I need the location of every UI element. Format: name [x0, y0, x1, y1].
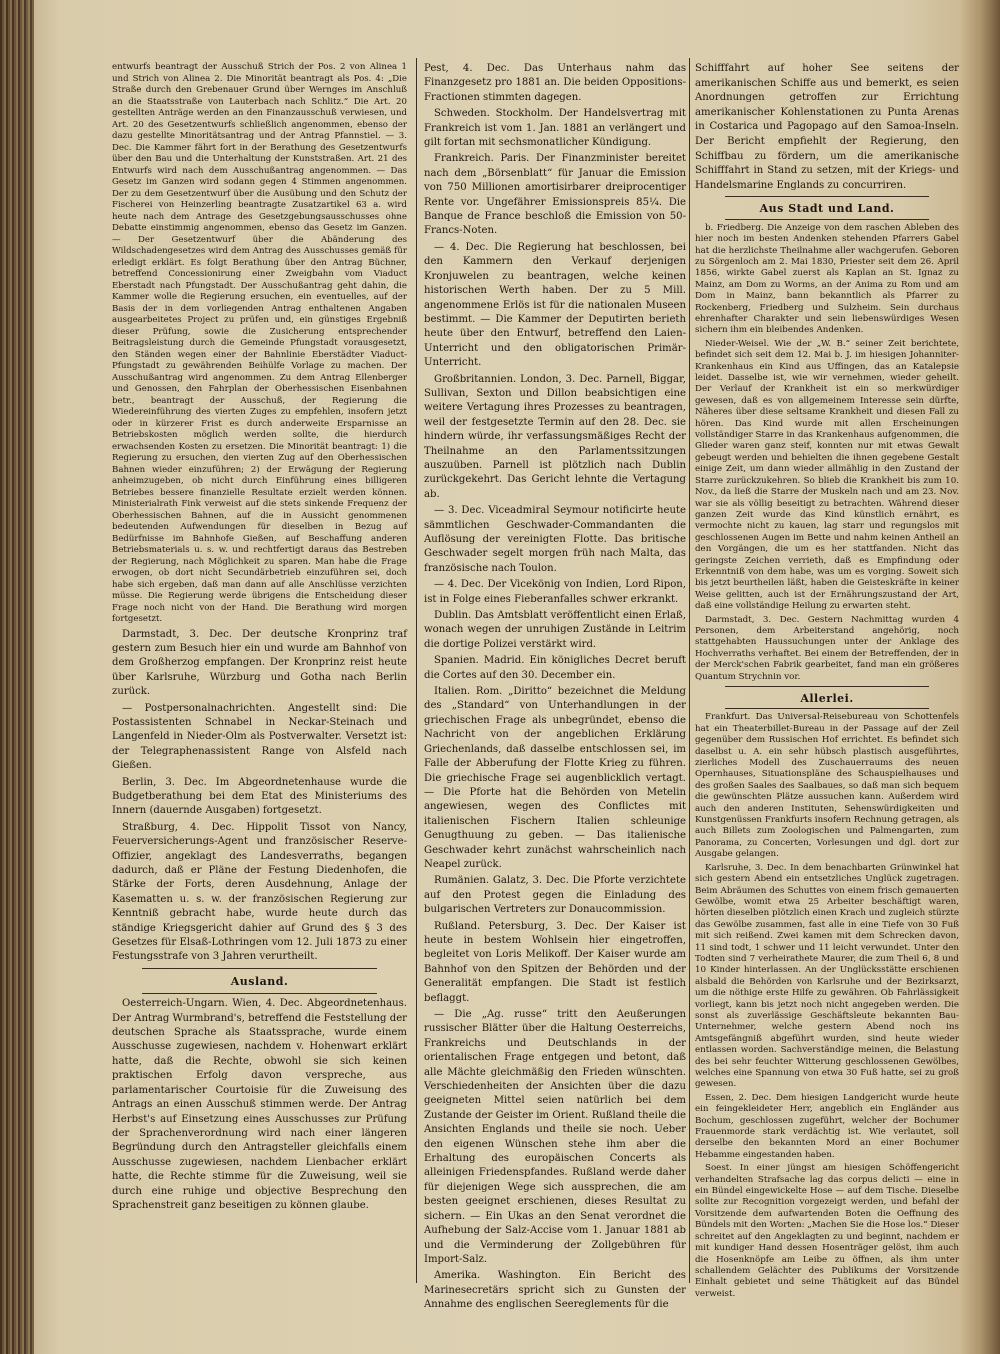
page-edge [978, 0, 1000, 1354]
article-paragraph: Rumänien. Galatz, 3. Dec. Die Pforte verzichtete auf den Protest gegen die Einladung des bulgarischen Vertreters zur Donaucommission. [424, 875, 686, 916]
section-heading-ausland: Ausland. [230, 974, 289, 988]
section-heading-stadt-und-land: Aus Stadt und Land. [759, 202, 895, 216]
article-paragraph: Darmstadt, 3. Dec. Gestern Nachmittag wurden 4 Personen, dem Arbeiterstand angehörig, noch stattgehabten Haussuchungen unter der Anklage des Hochverraths verhaftet. Bei einem der Betreffenden, der in der Merck'schen Fabrik gearbeitet, fand man ein größeres Quantum Strychnin vor. [695, 614, 959, 682]
article-paragraph: Amerika. Washington. Ein Bericht des Marinesecretärs spricht sich zu Gunsten der Annahme des englischen Seereglements für die [424, 1270, 686, 1311]
article-paragraph: — 4. Dec. Der Vicekönig von Indien, Lord Ripon, ist in Folge eines Fieberanfalles schwer erkrankt. [424, 579, 686, 605]
column-2 [424, 62, 686, 1311]
column-rule-2 [689, 58, 690, 1283]
section-divider [725, 219, 929, 220]
article-paragraph: Karlsruhe, 3. Dec. In dem benachbarten Grünwinkel hat sich gestern Abend ein entsetzliches Unglück zugetragen. Beim Abräumen des Schuttes von einem frisch gemauerten Gewölbe, womit etwa 25 Arbeiter beschäftigt waren, hörten dieselben plötzlich einen Krach und zugleich stürzte das Gewölbe zusammen, fast alle in eine Tiefe von 30 Fuß mit sich reißend. Zwei kamen mit dem Schrecken davon, 11 sind todt, 1 schwer und 11 leicht verwundet. Unter den Todten sind 7 verheirathete Maurer, die zum Theil 6, 8 und 10 Kinder hinterlassen. An der Unglücksstätte erschienen alsbald die Behörden von Karlsruhe und der Bezirksarzt, um die nöthige erste Hilfe zu gewähren. Ob Fahrlässigkeit vorliegt, kann bis jetzt noch nicht angegeben werden. Die sonst als zuverlässige Geschäftsleute bekannten Bau-Unternehmer, welche gestern Abend noch ins Amtsgefängniß abgeführt wurden, sind heute wieder entlassen worden. Sachverständige meinen, die Belastung des bei sehr feuchter Witterung geschlossenen Gewölbes, welches eine Spannung von etwa 30 Fuß hatte, sei zu groß gewesen. [695, 862, 959, 1090]
article-paragraph: Frankfurt. Das Universal-Reisebureau von Schottenfels hat ein Theaterbillet-Bureau in der Passage auf der Zeil gegenüber dem Russischen Hof errichtet. Es befindet sich daselbst u. A. ein sehr hübsch plastisch ausgeführtes, zierliches Modell des Zuschauerraums des neuen Opernhauses, Situationspläne des Schauspielhauses und des großen Saales des Saalbaues, so daß man sich bequem die gewünschten Plätze aussuchen kann. Außerdem wird auch den anderen Instituten, Sehenswürdigkeiten und Kunstgenüssen Frankfurts insofern Rechnung getragen, als auch Billets zum Zoologischen und Palmengarten, zum Panorama, zu Concerten, Vorlesungen und dgl. dort zur Ausgabe gelangen. [695, 712, 959, 860]
article-paragraph: Frankreich. Paris. Der Finanzminister bereitet nach dem „Börsenblatt“ für Januar die Emission von 750 Millionen amortisirbarer dreiprocentiger Rente vor. Ungefährer Emissionspreis 85¼. Die Banque de France beschloß die Emission von 50-Francs-Noten. [424, 153, 686, 237]
article-paragraph: Soest. In einer jüngst am hiesigen Schöffengericht verhandelten Strafsache lag das corpus delicti — eine in ein Bündel eingewickelte Hose — auf dem Tische. Dieselbe sollte zur Recognition vorgezeigt werden, und befahl der Vorsitzende dem aufwartenden Boten die Oeffnung des Bündels mit den Worten: „Machen Sie die Hose los.“ Dieser schreitet auf den Angeklagten zu und beginnt, nachdem er mit kundiger Hand dessen Hosenträger gelöst, ihm auch die Hosenknöpfe am Leibe zu öffnen, als ihm unter schallendem Gelächter des Publikums der Vorsitzende Einhalt gebietet und seine Thätigkeit auf das Bündel verweist. [695, 1163, 959, 1299]
article-paragraph: entwurfs beantragt der Ausschuß Strich der Pos. 2 von Alinea 1 und Strich von Alinea 2. Die Minorität beantragt als Pos. 4: „Die Straße durch den Grebenauer Grund über Wernges im Anschluß an die Staatsstraße von Lauterbach nach Schlitz.“ Die Art. 20 gestellten Anträge werden an den Finanzausschuß verwiesen, und Art. 20 des Gesetzentwurfs schließlich angenommen, ebenso der dazu gestellte Minoritätsantrag und der Antrag Pfannstiel. — 3. Dec. Die Kammer fährt fort in der Berathung des Gesetzentwurfs über den Bau und die Unterhaltung der Kunststraßen. Art. 21 des Entwurfs wird nach dem Ausschußantrag angenommen. — Das Gesetz im Ganzen wird sodann gegen 4 Stimmen angenommen. Der zu dem Gesetzentwurf über die Ausübung und den Schutz der Fischerei von Heinzerling beantragte Zusatzartikel 63 a. wird heute nach dem Antrage des Gesetzgebungsausschusses ohne Debatte einstimmig angenommen, ebenso das Gesetz im Ganzen. — Der Gesetzentwurf über die Abänderung des Wildschadengesetzes wird dem Antrag des Ausschusses gemäß für erledigt erklärt. Es folgt Berathung über den Antrag Büchner, betreffend Concessionirung einer Zweigbahn vom Viaduct Eberstadt nach Pfungstadt. Der Ausschußantrag geht dahin, die Kammer wolle die Regierung ersuchen, ein eventuelles, auf der Basis der in dem vorliegenden Antrag enthaltenen Angaben ausgearbeitetes Project zu prüfen und, ein günstiges Ergebniß dieser Prüfung, sowie die Zusicherung entsprechender Beitragsleistung durch die Gemeinde Pfungstadt vorausgesetzt, den Ständen wegen einer der Bahnlinie Eberstädter Viaduct-Pfungstadt zu gewährenden Beihülfe Vorlage zu machen. Der Ausschußantrag wird angenommen. Zu dem Antrag Ellenberger und Genossen, den Fahrplan der Oberhessischen Eisenbahnen betr., beantragt der Ausschuß, der Regierung die Wiedereinführung des vierten Zuges zu empfehlen, insofern jetzt oder in kürzerer Frist es durch anderweite Ersparnisse an Betriebskosten möglich werden sollte, die hierdurch erwachsenden Kosten zu ersetzen. Die Minorität beantragt: 1) die Regierung zu ersuchen, den vierten Zug auf den Oberhessischen Bahnen wieder einzuführen; 2) der Erwägung der Regierung anheimzugeben, ob nicht durch Einführung eines billigeren Betriebes bessere finanzielle Resultate erzielt werden können. Ministerialrath Fink verweist auf die stets sinkende Frequenz der Oberhessischen Bahnen, auf die in Aussicht genommenen bedeutenden Aufwendungen für dieselben in Bezug auf Bedürfnisse im Bahnhofe Gießen, auf Beschaffung anderen Betriebsmaterials u. s. w. und rechtfertigt daraus das Bestreben der Regierung, nach Möglichkeit zu sparen. Man habe die Frage erwogen, ob dort nicht Secundärbetrieb einzuführen sei, doch habe sich ergeben, daß man dann auf alle Anschlüsse verzichten müsse. Die Regierung werde übrigens die Entscheidung dieser Frage noch nicht von der Hand. Die Berathung wird morgen fortgesetzt. [112, 62, 407, 624]
article-paragraph: Darmstadt, 3. Dec. Der deutsche Kronprinz traf gestern zum Besuch hier ein und wurde am Bahnhof von dem Großherzog empfangen. Der Kronprinz reist heute über Karlsruhe, Würzburg und Gotha nach Berlin zurück. [112, 628, 407, 698]
article-paragraph: Schweden. Stockholm. Der Handelsvertrag mit Frankreich ist vom 1. Jan. 1881 an verlängert und gilt fortan mit sechsmonatlicher Kündigung. [424, 108, 686, 149]
article-paragraph: Berlin, 3. Dec. Im Abgeordnetenhause wurde die Budgetberathung bei dem Etat des Ministeriums des Innern (dauernde Ausgaben) fortgesetzt. [112, 776, 407, 817]
article-paragraph: Großbritannien. London, 3. Dec. Parnell, Biggar, Sullivan, Sexton und Dillon beabsichtigen eine weitere Vertagung ihres Prozesses zu beantragen, weil der festgesetzte Termin auf den 28. Dec. sie hindern würde, ihr verfassungsmäßiges Recht der Theilnahme an den Parlamentssitzungen auszuüben. Parnell ist plötzlich nach Dublin zurückgekehrt. Das Gericht lehnte die Vertagung ab. [424, 373, 686, 500]
article-paragraph: Oesterreich-Ungarn. Wien, 4. Dec. Abgeordnetenhaus. Der Antrag Wurmbrand's, betreffend die Feststellung der deutschen Sprache als Staatssprache, wurde einem Ausschusse zugewiesen, nachdem v. Hohenwart erklärt hatte, daß die Rechte, obwohl sie sich keinen praktischen Erfolg davon verspreche, aus parlamentarischer Courtoisie für die Zuweisung des Antrags an einen Ausschuß stimmen werde. Der Antrag Herbst's auf Einsetzung eines Ausschusses zur Prüfung der Sprachenverordnung wird nach einer längeren Begründung durch den Antragsteller gleichfalls einem Ausschusse zugewiesen, nachdem Lienbacher erklärt hatte, die Rechte stimme für die Zuweisung, weil sie durch eine ruhige und objective Besprechung den Sprachenstreit ganz beseitigen zu können glaube. [112, 998, 407, 1211]
article-paragraph: Straßburg, 4. Dec. Hippolit Tissot von Nancy, Feuerversicherungs-Agent und französischer Reserve-Offizier, angeklagt des Landesverraths, begangen dadurch, daß er Pläne der Festung Diedenhofen, die Stärke der Forts, deren Ausdehnung, Anlage der Kasematten u. s. w. der französischen Regierung zur Kenntniß gebracht habe, wurde heute durch das ständige Kriegsgericht dahier auf Grund des § 3 des Gesetzes für Elsaß-Lothringen vom 12. Juli 1873 zu einer Festungsstrafe von 3 Jahren verurtheilt. [112, 821, 407, 963]
section-divider [142, 993, 377, 994]
article-paragraph: Spanien. Madrid. Ein königliches Decret beruft die Cortes auf den 30. December ein. [424, 655, 686, 681]
section-divider [725, 708, 929, 709]
section-heading-allerlei: Allerlei. [800, 692, 854, 705]
article-paragraph: Essen, 2. Dec. Dem hiesigen Landgericht wurde heute ein feingekleideter Herr, angeblich ein Engländer aus Bochum, geschlossen zugeführt, welcher der Bochumer Frauenmorde stark verdächtig ist. Wie verlautet, soll derselbe den bekannten Mord an einer Bochumer Hebamme eingestanden haben. [695, 1092, 959, 1160]
article-paragraph: — Postpersonalnachrichten. Angestellt sind: Die Postassistenten Schnabel in Neckar-Steinach und Langenfeld in Nieder-Olm als Postverwalter. Versetzt ist: der Telegraphenassistent Range von Alsfeld nach Gießen. [112, 702, 407, 772]
article-paragraph: Rußland. Petersburg, 3. Dec. Der Kaiser ist heute in bestem Wohlsein hier eingetroffen, begleitet von Loris Melikoff. Der Kaiser wurde am Bahnhof von den Spitzen der Behörden und der Generalität empfangen. Die Stadt ist festlich beflaggt. [424, 920, 686, 1004]
column-rule-1 [416, 58, 417, 1283]
section-divider [142, 968, 377, 969]
column-1 [112, 62, 407, 1274]
section-divider [725, 196, 929, 197]
article-paragraph: Dublin. Das Amtsblatt veröffentlicht einen Erlaß, wonach wegen der unruhigen Zustände in Leitrim die dortige Polizei verstärkt wird. [424, 610, 686, 650]
book-binding-gutter [0, 0, 34, 1354]
article-paragraph: Schifffahrt auf hoher See seitens der amerikanischen Schiffe aus und bemerkt, es seien Anordnungen getroffen zur Errichtung amerikanischer Kohlenstationen zu Punta Arenas in Costarica und Pagopago auf den Samoa-Inseln. Der Bericht empfiehlt der Regierung, den Schiffbau zu fördern, um die amerikanische Schifffahrt in Stand zu setzen, mit der Kriegs- und Handelsmarine Englands zu concurriren. [695, 63, 959, 191]
section-divider [725, 686, 929, 687]
article-paragraph: — 4. Dec. Die Regierung hat beschlossen, bei den Kammern den Verkauf derjenigen Kronjuwelen zu beantragen, welche keinen historischen Werth haben. Der zu 5 Mill. angenommene Erlös ist für die nationalen Museen bestimmt. — Die Kammer der Deputirten berieth heute über den Entwurf, betreffend den Laien-Unterricht und den obligatorischen Primär-Unterricht. [424, 241, 686, 369]
article-paragraph: — 3. Dec. Viceadmiral Seymour notificirte heute sämmtlichen Geschwader-Commandanten die Auflösung der vereinigten Flotte. Das britische Geschwader segelt morgen früh nach Malta, das französische nach Toulon. [424, 505, 686, 574]
article-paragraph: Nieder-Weisel. Wie der „W. B.“ seiner Zeit berichtete, befindet sich seit dem 12. Mai b. J. im hiesigen Johanniter-Krankenhaus ein Kind aus Uffingen, das an Katalepsie leidet. Dasselbe ist, wie wir vernehmen, wieder geheilt. Der Verlauf der Krankheit ist ein so merkwürdiger gewesen, daß es von allgemeinem Interesse sein dürfte, Näheres über diese seltsame Krankheit und diesen Fall zu hören. Das Kind wurde mit allen Erscheinungen vollständiger Starre in das Krankenhaus aufgenommen, die Glieder waren ganz steif, konnten nur mit etwas Gewalt gebeugt werden und behielten die ihnen gegebene Gestalt einige Zeit, um dann wieder allmählig in den Zustand der Starre zurückzukehren. So blieb die Krankheit bis zum 10. Nov., da ließ die Starre der Muskeln nach und am 23. Nov. war sie als völlig beseitigt zu betrachten. Während dieser ganzen Zeit wurde das Kind künstlich ernährt, es vermochte nicht zu kauen, lag starr und regungslos mit geschlossenen Augen im Bette und nahm keinen Antheil an den Vorgängen, die um es her stattfanden. Nicht das geringste Zeichen verrieth, daß es Empfindung oder Erkenntniß von dem habe, was um es vorging. Soweit sich bis jetzt beurtheilen läßt, haben die Geisteskräfte in keiner Weise gelitten, auch ist der Ernährungszustand der Art, daß eine vollständige Heilung zu erwarten steht. [695, 338, 959, 612]
article-paragraph: Pest, 4. Dec. Das Unterhaus nahm das Finanzgesetz pro 1881 an. Die beiden Oppositions-Fractionen stimmten dagegen. [424, 63, 686, 103]
article-paragraph: b. Friedberg. Die Anzeige von dem raschen Ableben des hier noch im besten Andenken stehenden Pfarrers Gabel hat die herzlichste Theilnahme aller wachgerufen. Geboren zu Sörgenloch am 2. Mai 1830, Priester seit dem 26. April 1856, wirkte Gabel zuerst als Kaplan an St. Ignaz zu Mainz, am Dom zu Worms, an der Anima zu Rom und am Dom in Mainz, bann bekanntlich als Pfarrer zu Rockenberg, Friedberg und Sulzheim. Sein durchaus ehrenhafter Charakter und sein liebenswürdiges Wesen sichern ihm ein bleibendes Andenken. [695, 222, 959, 336]
article-paragraph: — Die „Ag. russe“ tritt den Aeußerungen russischer Blätter über die Haltung Oesterreichs, Frankreichs und Deutschlands in der orientalischen Frage entgegen und betont, daß alle Mächte gleichmäßig den Frieden wünschten. Verschiedenheiten der Ansichten über die dazu geeigneten Mittel seien natürlich bei dem Zustande der Geister im Orient. Rußland theile die Ansichten Englands und theile sie noch. Ueber den eigenen Wünschen stehe ihm aber die Erhaltung des europäischen Concerts als alleinigen Friedenspfandes. Rußland werde daher für diejenigen Wege sich aussprechen, die am besten geeignet erschienen, dieses Resultat zu sichern. — Ein Ukas an den Senat verordnet die Aufhebung der Salz-Accise vom 1. Januar 1881 ab und die Verminderung der Zollgebühren für Import-Salz. [424, 1009, 686, 1265]
article-paragraph: Italien. Rom. „Diritto“ bezeichnet die Meldung des „Standard“ von Unterhandlungen in der griechischen Frage als unbegründet, ebenso die Nachricht von der angeblichen Erklärung Griechenlands, daß dasselbe entschlossen sei, im Falle der Abberufung der Flotte Krieg zu führen. Die griechische Frage sei augenblicklich vertagt. — Die Pforte hat die Behörden von Metelin angewiesen, wegen des Conflictes mit italienischen Fischern Italien schleunige Genugthuung zu geben. — Das italienische Geschwader kehrt zunächst wahrscheinlich nach Neapel zurück. [424, 686, 686, 870]
column-3 [695, 62, 959, 1299]
